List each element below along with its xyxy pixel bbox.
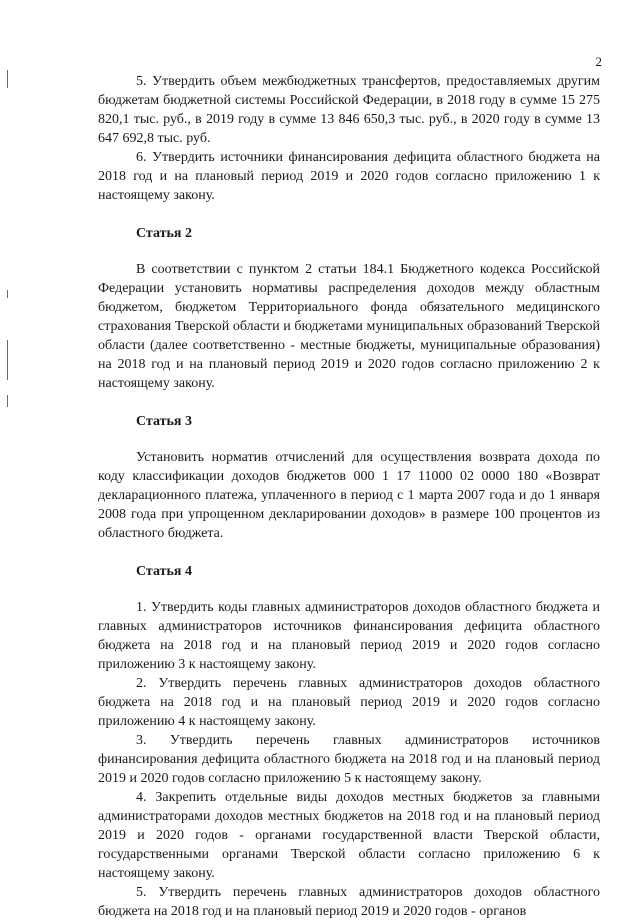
paragraph: 5. Утвердить объем межбюджетных трансфертов, предоставляемых другим бюджетам бюджетной системы Российской Федерации, в 2018 году в сумме 15 275 820,1 тыс. руб., в 2019 году в сумме 13 846 650,3 тыс. руб., в 2020 году в сумме 13 647 692,8 тыс. руб. (98, 74, 600, 146)
paragraph: 3. Утвердить перечень главных администраторов источников финансирования дефицита областного бюджета на 2018 год и на плановый период 2019 и 2020 годов согласно приложению 5 к настоящему закону. (98, 733, 600, 786)
paragraph: 6. Утвердить источники финансирования дефицита областного бюджета на 2018 год и на плановый период 2019 и 2020 годов согласно приложению 1 к настоящему закону. (98, 150, 600, 203)
paragraph: 1. Утвердить коды главных администраторов доходов областного бюджета и главных администраторов источников финансирования дефицита областного бюджета на 2018 год и на плановый период 2019 и 2020 годов согласно приложению 3 к настоящему закону. (98, 600, 600, 672)
paragraph: 5. Утвердить перечень главных администраторов доходов областного бюджета на 2018 год и на плановый период 2019 и 2020 годов - органов (98, 885, 600, 919)
article-heading: Статья 4 (136, 564, 192, 579)
document-body (98, 72, 600, 921)
margin-mark (7, 70, 8, 88)
paragraph: Установить норматив отчислений для осуществления возврата дохода по коду классификации доходов бюджетов 000 1 17 11000 02 0000 180 «Возврат декларационного платежа, уплаченного в период с 1 марта 2007 года и до 1 января 2008 года при упрощенном декларировании доходов» в размере 100 процентов из областного бюджета. (98, 450, 600, 541)
page-number: 2 (595, 54, 602, 69)
margin-mark (7, 395, 8, 407)
article-heading: Статья 2 (136, 226, 192, 241)
article-heading: Статья 3 (136, 414, 192, 429)
margin-mark (7, 290, 8, 298)
margin-mark (7, 340, 8, 380)
paragraph: В соответствии с пунктом 2 статьи 184.1 Бюджетного кодекса Российской Федерации установить нормативы распределения доходов между областным бюджетом, бюджетом Территориального фонда обязательного медицинского страхования Тверской области и бюджетами муниципальных образований Тверской области (далее соответственно - местные бюджеты, муниципальные образования) на 2018 год и на плановый период 2019 и 2020 годов согласно приложению 2 к настоящему закону. (98, 262, 600, 391)
paragraph: 2. Утвердить перечень главных администраторов доходов областного бюджета на 2018 год и на плановый период 2019 и 2020 годов согласно приложению 4 к настоящему закону. (98, 676, 600, 729)
paragraph: 4. Закрепить отдельные виды доходов местных бюджетов за главными администраторами доходов местных бюджетов на 2018 год и на плановый период 2019 и 2020 годов - органами государственной власти Тверской области, государственными органами Тверской области согласно приложению 6 к настоящему закону. (98, 790, 600, 881)
